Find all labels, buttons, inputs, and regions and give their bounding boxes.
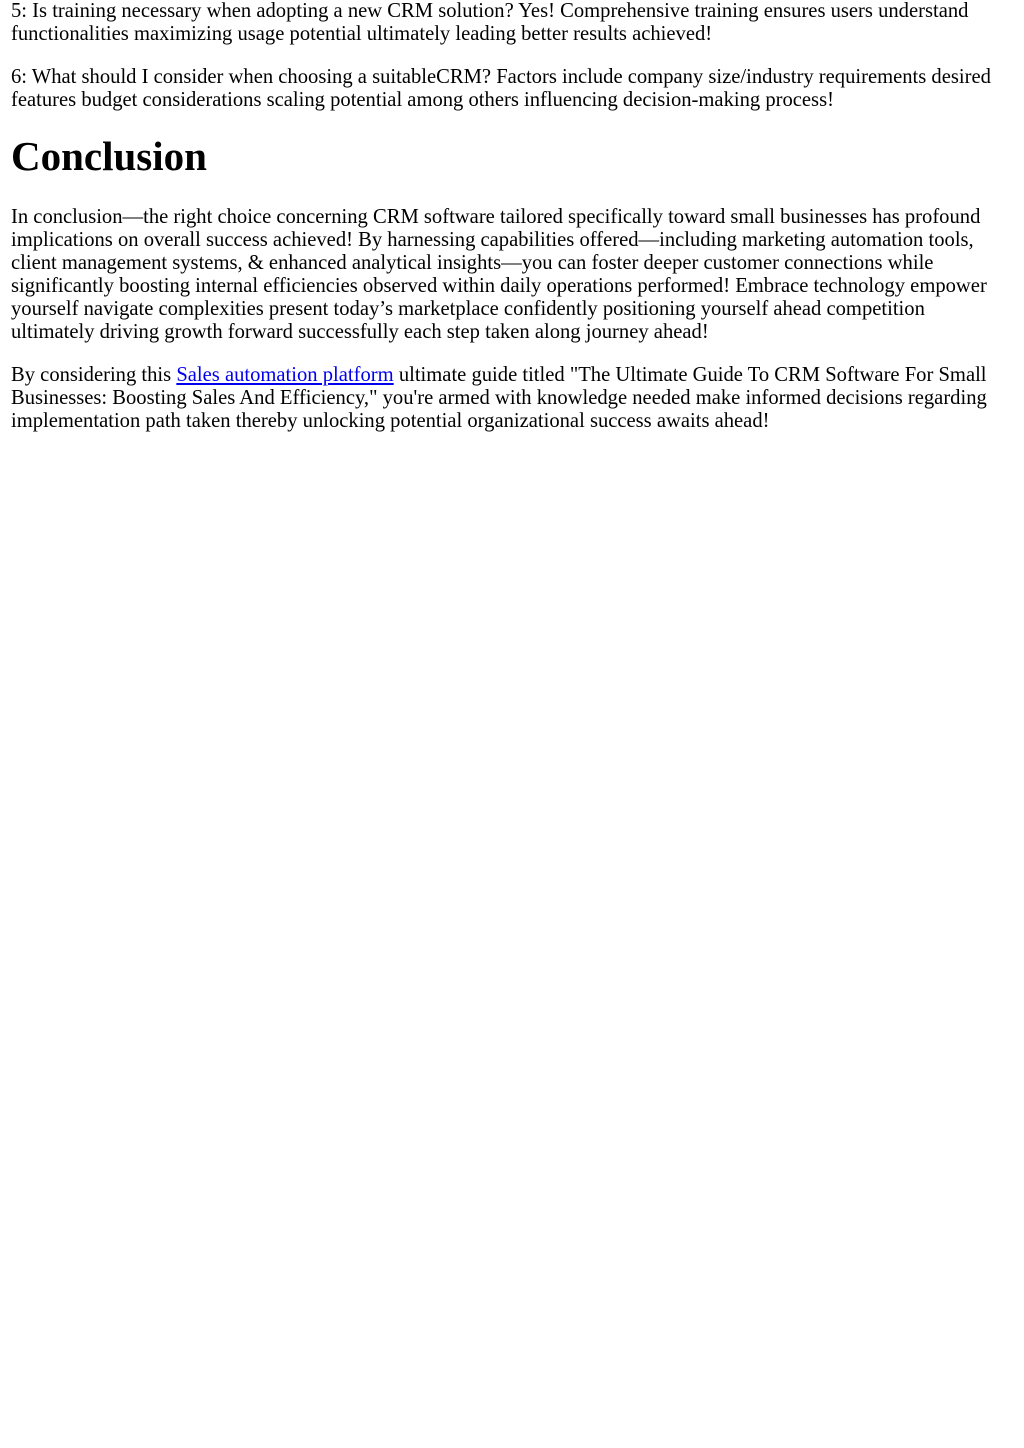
sales-automation-platform-link[interactable]: Sales automation platform [176,364,394,386]
closing-text-before-link: By considering this [11,364,177,386]
conclusion-paragraph: In conclusion—the right choice concerning CRM software tailored specifically toward small businesses has profound implications on overall success achieved! By harnessing capabilities offered—including marketing automation tools, client management systems, & enhanced analytical insights—you can foster deeper customer connections while significantly boosting internal efficiencies observed within daily operations performed! Embrace technology empower yourself navigate complexities present today’s marketplace confidently positioning yourself ahead competition ultimately driving growth forward successfully each step taken along journey ahead! [11,206,987,343]
article-body [0,0,1024,433]
closing-text-after-link: ultimate guide titled "The Ultimate Guide To CRM Software For Small Businesses: Boosting Sales And Efficiency," you're armed with knowledge needed make informed decisions regarding implementation path taken thereby unlocking potential organizational success awaits ahead! [11,364,987,432]
conclusion-heading: Conclusion [11,133,207,179]
faq-item-5: 5: Is training necessary when adopting a new CRM solution? Yes! Comprehensive training ensures users understand functionalities maximizing usage potential ultimately leading better results achieved! [11,0,969,45]
faq-item-6: 6: What should I consider when choosing a suitableCRM? Factors include company size/industry requirements desired features budget considerations scaling potential among others influencing decision-making process! [11,66,991,111]
closing-paragraph [11,364,1013,433]
